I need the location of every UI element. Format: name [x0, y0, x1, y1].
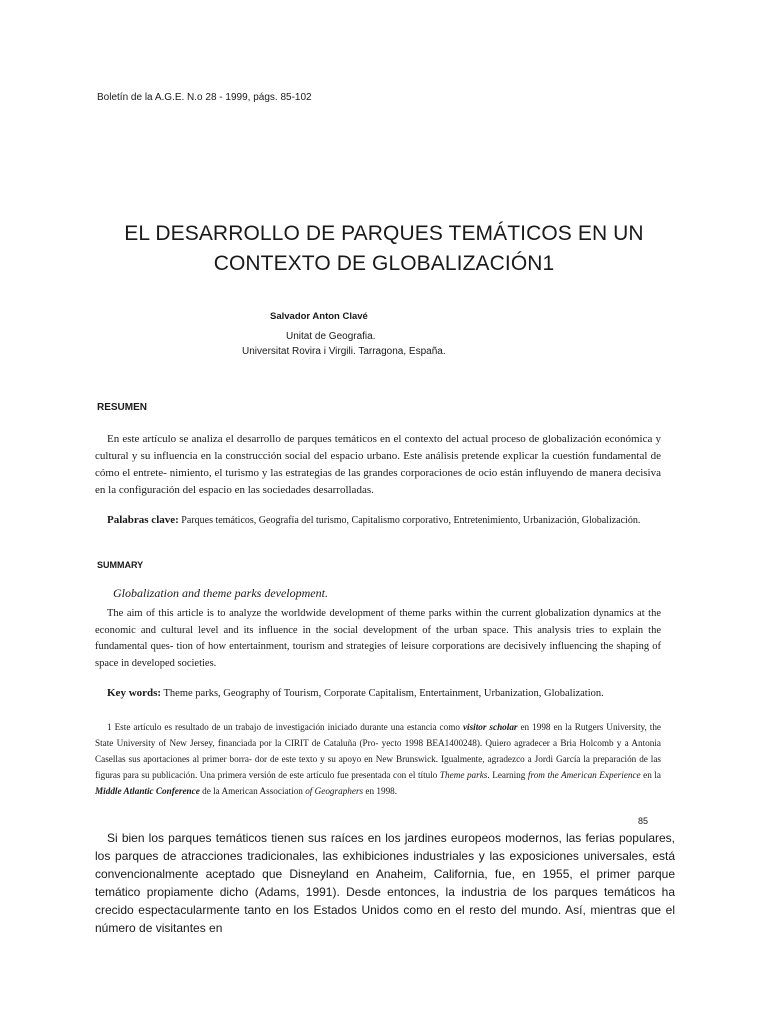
- footnote-part-5: de la American Association: [199, 786, 306, 796]
- footnote: [95, 719, 661, 799]
- palabras-clave-text: Parques temáticos, Geografía del turismo, Capitalismo corporativo, Entretenimiento, Urbanización, Globalización.: [181, 515, 641, 526]
- body-text: Si bien los parques temáticos tienen sus raíces en los jardines europeos modernos, las ferias populares, los parques de atracciones tradicionales, las exhibiciones industriales y las exposiciones universales, está convencionalmente aceptado que Disneyland en Anaheim, California, fue, en 1955, el primer parque temático propiamente dicho (Adams, 1991). Desde entonces, la industria de los parques temáticos ha crecido espectacularmente tanto en los Estados Unidos como en el resto del mundo. Así, mientras que el número de visitantes en: [95, 831, 675, 935]
- author-name: Salvador Anton Clavé: [270, 311, 368, 322]
- summary-title: Globalization and theme parks development.: [113, 586, 328, 600]
- summary-heading: SUMMARY: [97, 560, 144, 570]
- footnote-part-3: . Learning: [487, 770, 528, 780]
- summary-text: The aim of this article is to analyze the worldwide development of theme parks within the current globalization dynamics at the economic and cultural level and its influence in the social development of the urban space. This analysis tries to explain the fundamental ques- tion of how entertainment, tourism and strategies of leisure corporations are decisively influencing the shaping of space in developed societies.: [95, 608, 661, 669]
- page-number: 85: [638, 816, 649, 826]
- footnote-part-6: en 1998.: [363, 786, 398, 796]
- palabras-clave: [95, 512, 661, 529]
- article-title: [60, 219, 708, 279]
- footnote-visitor-scholar: visitor scholar: [462, 722, 518, 732]
- footnote-part-1: 1 Este artículo es resultado de un trabajo de investigación iniciado durante una estancia como: [107, 722, 463, 732]
- footnote-part-4: en la: [640, 770, 661, 780]
- resumen-abstract: [95, 431, 661, 499]
- summary-abstract: [95, 606, 661, 672]
- footnote-of-geographers: of Geographers: [305, 786, 364, 796]
- affiliation-line-1: Unitat de Geografia.: [286, 331, 376, 342]
- key-words-text: Theme parks, Geography of Tourism, Corporate Capitalism, Entertainment, Urbanization, Globalization.: [163, 688, 604, 699]
- palabras-clave-label: Palabras clave:: [107, 514, 179, 526]
- key-words: [95, 685, 661, 702]
- running-header: Boletín de la A.G.E. N.o 28 - 1999, págs. 85-102: [97, 92, 312, 103]
- title-line-1: EL DESARROLLO DE PARQUES TEMÁTICOS EN UN: [124, 222, 644, 245]
- resumen-text: En este artículo se analiza el desarrollo de parques temáticos en el contexto del actual proceso de globalización económica y cultural y su influencia en la construcción social del espacio urbano. Este análisis pretende explicar la cuestión fundamental de cómo el entrete- nimiento, el turismo y las estrategias de las grandes corporaciones de ocio están influyendo de manera decisiva en la configuración del espacio en las sociedades desarrolladas.: [95, 433, 661, 496]
- body-paragraph: [95, 829, 675, 937]
- footnote-from-american: from the American Experience: [527, 770, 641, 780]
- resumen-heading: RESUMEN: [97, 402, 148, 413]
- affiliation-line-2: Universitat Rovira i Virgili. Tarragona, España.: [242, 346, 446, 357]
- footnote-theme-parks: Theme parks: [439, 770, 488, 780]
- footnote-part-2: en 1998 en la Rutgers University, the State University of New Jersey, financiada por la CIRIT de Cataluña (Pro- yecto 1998 BEA1400248). Quiero agradecer a Bria Holcomb y a Antonia Casellas sus aportaciones al primer borra- dor de este texto y su apoyo en New Brunswick. Igualmente, agradezco a Jordi García la preparación de las figuras para su publicación. Una primera versión de este artículo fue presentada con el título: [95, 722, 662, 780]
- title-line-2: CONTEXTO DE GLOBALIZACIÓN1: [213, 252, 555, 275]
- key-words-label: Key words:: [107, 687, 162, 699]
- footnote-mac: Middle Atlantic Conference: [95, 786, 200, 796]
